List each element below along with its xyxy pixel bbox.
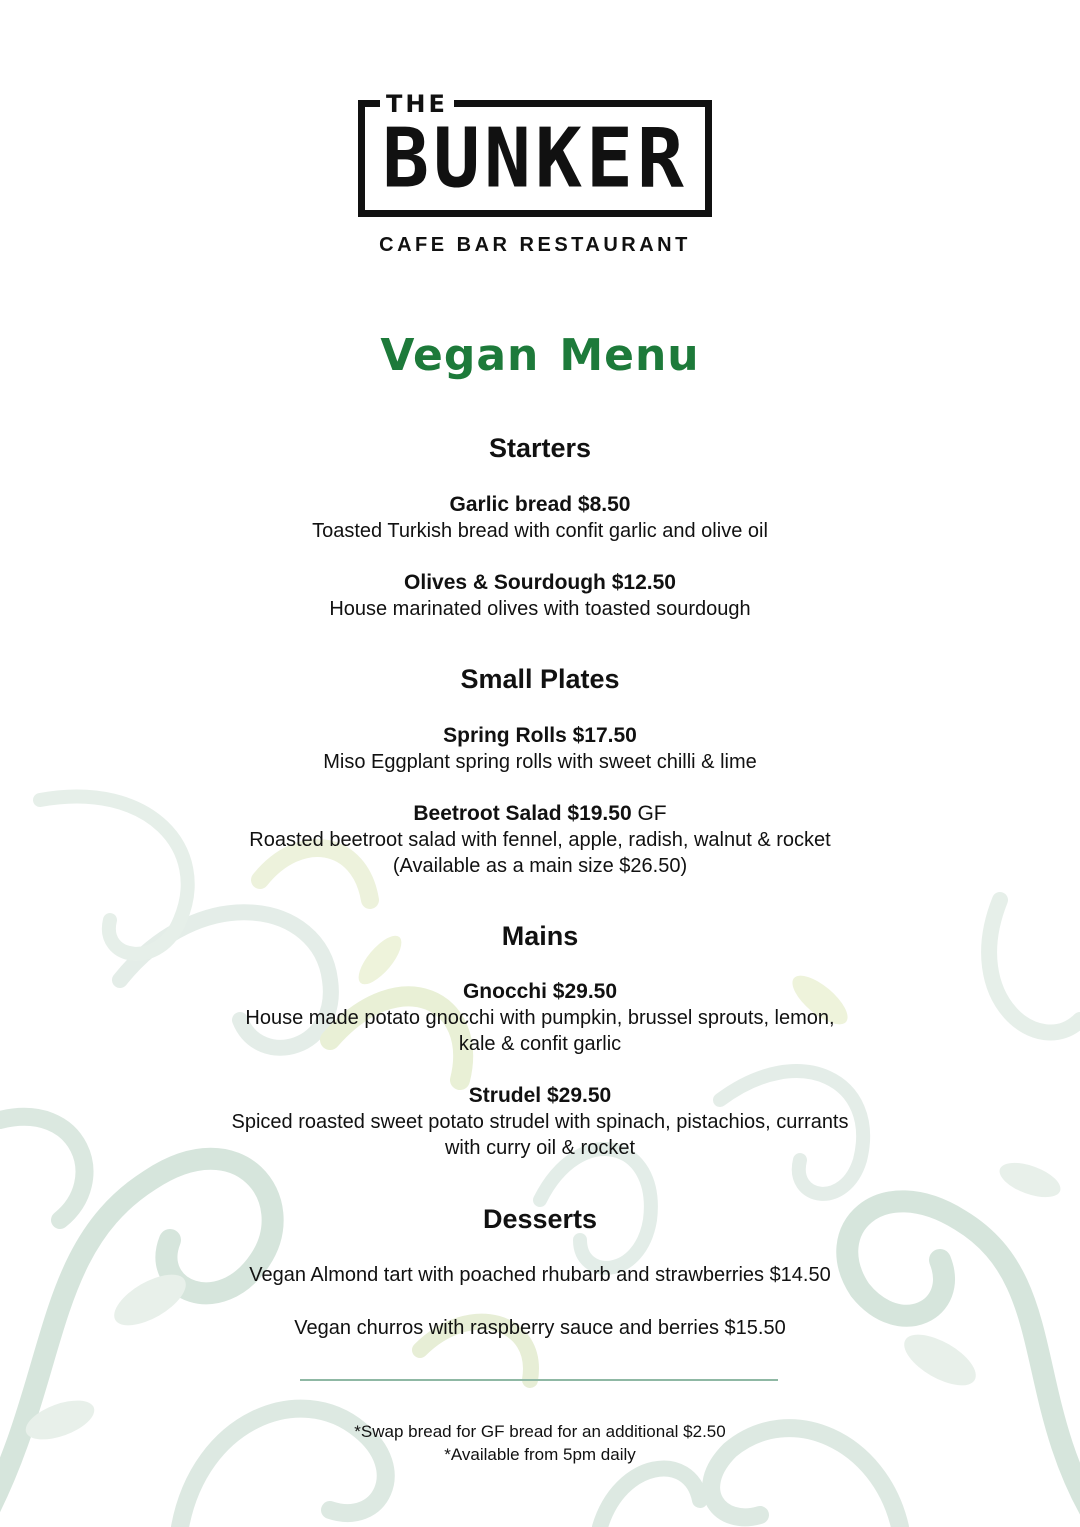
section-desserts	[0, 1204, 1080, 1235]
item-description: House marinated olives with toasted sourdough	[329, 598, 751, 620]
section-heading: Desserts	[482, 1204, 598, 1234]
item-name: Olives & Sourdough $12.50	[404, 571, 676, 594]
item-name: Beetroot Salad $19.50	[413, 802, 632, 825]
logo-the: THE	[380, 90, 454, 118]
item-name: Garlic bread $8.50	[449, 493, 631, 516]
menu-item	[0, 1262, 1080, 1288]
section-heading: Mains	[501, 921, 579, 951]
menu-title-word2: Menu	[559, 330, 700, 381]
item-description: Vegan churros with raspberry sauce and berries $15.50	[294, 1317, 786, 1339]
menu-item	[0, 801, 1080, 879]
footer-note: *Swap bread for GF bread for an additional $2.50	[354, 1422, 726, 1441]
item-description: Toasted Turkish bread with confit garlic and olive oil	[312, 520, 768, 542]
footer-note: *Available from 5pm daily	[444, 1445, 636, 1464]
section-heading: Starters	[488, 433, 592, 463]
menu-item	[0, 1083, 1080, 1161]
menu-title-word1: Vegan	[380, 330, 540, 381]
divider	[300, 1379, 778, 1381]
menu-item	[0, 1315, 1080, 1341]
item-description: House made potato gnocchi with pumpkin, brussel sprouts, lemon,	[245, 1007, 835, 1029]
menu-item	[0, 492, 1080, 544]
logo-tagline: CAFE BAR RESTAURANT	[379, 234, 691, 256]
item-description-note: (Available as a main size $26.50)	[392, 855, 688, 877]
section-mains	[0, 921, 1080, 952]
section-heading: Small Plates	[460, 664, 620, 694]
item-description: Miso Eggplant spring rolls with sweet chilli & lime	[323, 751, 757, 773]
menu-item	[0, 979, 1080, 1057]
menu-title	[0, 330, 1080, 381]
item-name-line	[0, 801, 1080, 827]
item-description: Spiced roasted sweet potato strudel with spinach, pistachios, currants	[231, 1111, 849, 1133]
item-name: Strudel $29.50	[468, 1084, 612, 1107]
footer-notes	[0, 1420, 1080, 1466]
item-description: Roasted beetroot salad with fennel, apple, radish, walnut & rocket	[249, 829, 831, 851]
item-name: Spring Rolls $17.50	[443, 724, 637, 747]
section-small-plates	[0, 664, 1080, 695]
section-starters	[0, 433, 1080, 464]
item-name: Gnocchi $29.50	[462, 980, 618, 1003]
bunker-logo	[358, 90, 722, 266]
menu-item	[0, 570, 1080, 622]
item-description-cont: with curry oil & rocket	[444, 1137, 636, 1159]
logo-name: BUNKER	[382, 111, 688, 207]
menu-item	[0, 723, 1080, 775]
item-description: Vegan Almond tart with poached rhubarb and strawberries $14.50	[249, 1264, 831, 1286]
gf-tag: GF	[631, 802, 667, 825]
item-description-cont: kale & confit garlic	[458, 1033, 622, 1055]
